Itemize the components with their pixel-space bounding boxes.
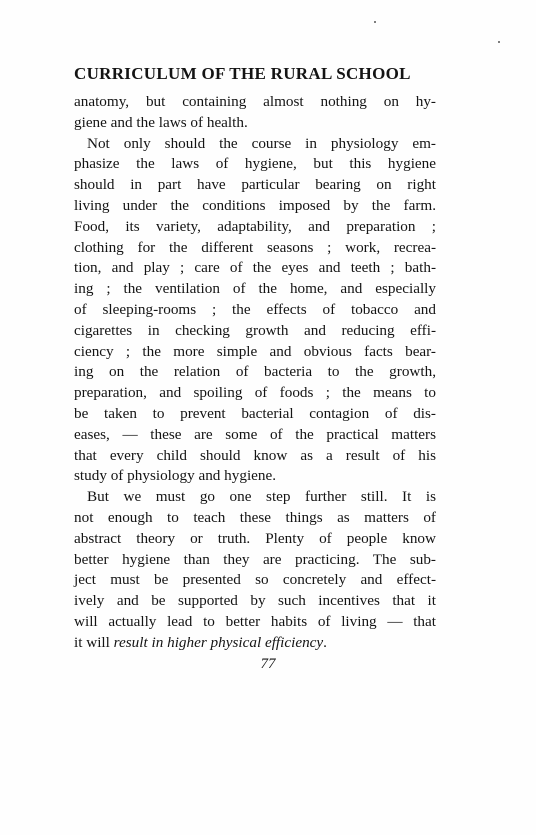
text-line: ing on the relation of bacteria to the growth, <box>74 363 436 381</box>
final-line-emphasis: result in higher physical efficiency <box>113 633 324 651</box>
text-line-final <box>74 633 436 654</box>
text-line: living under the conditions imposed by the farm. <box>74 196 436 214</box>
text-line: anatomy, but containing almost nothing on hy- <box>74 93 436 110</box>
text-line: should in part have particular bearing on right <box>74 176 436 194</box>
text-line: not enough to teach these things as matters of <box>74 508 436 526</box>
text-line: clothing for the different seasons ; work, recrea- <box>74 238 436 256</box>
text-line: study of physiology and hygiene. <box>74 467 277 485</box>
text-line: tion, and play ; care of the eyes and teeth ; bath- <box>74 259 436 277</box>
text-line: ing ; the ventilation of the home, and especially <box>74 280 436 298</box>
text-line: be taken to prevent bacterial contagion of dis- <box>74 404 436 422</box>
text-line: that every child should know as a result of his <box>74 446 436 464</box>
final-line-lead: it will <box>74 633 114 651</box>
text-line: But we must go one step further still. It is <box>87 488 436 506</box>
text-line: of sleeping-rooms ; the effects of tobacco and <box>74 300 436 318</box>
print-speck <box>374 21 376 23</box>
text-line: ciency ; the more simple and obvious facts bear- <box>74 342 436 360</box>
text-line: Food, its variety, adaptability, and preparation ; <box>74 217 436 235</box>
running-header: CURRICULUM OF THE RURAL SCHOOL <box>74 64 411 83</box>
text-line: phasize the laws of hygiene, but this hygiene <box>74 155 436 173</box>
text-line: Not only should the course in physiology em- <box>87 134 436 152</box>
print-speck <box>498 41 500 43</box>
page-number: 77 <box>260 656 276 672</box>
text-line: giene and the laws of health. <box>74 113 248 131</box>
text-line: abstract theory or truth. Plenty of people know <box>74 529 436 547</box>
final-line-tail: . <box>323 633 327 651</box>
text-line: preparation, and spoiling of foods ; the means to <box>74 384 436 402</box>
text-line: cigarettes in checking growth and reducing effi- <box>74 321 436 339</box>
text-line: will actually lead to better habits of living — that <box>74 612 436 630</box>
text-line: ively and be supported by such incentives that it <box>74 592 436 610</box>
text-line: better hygiene than they are practicing. The sub- <box>74 550 436 568</box>
text-line: ject must be presented so concretely and effect- <box>74 571 436 589</box>
text-line: eases, — these are some of the practical matters <box>74 425 436 443</box>
body-text <box>74 92 436 654</box>
